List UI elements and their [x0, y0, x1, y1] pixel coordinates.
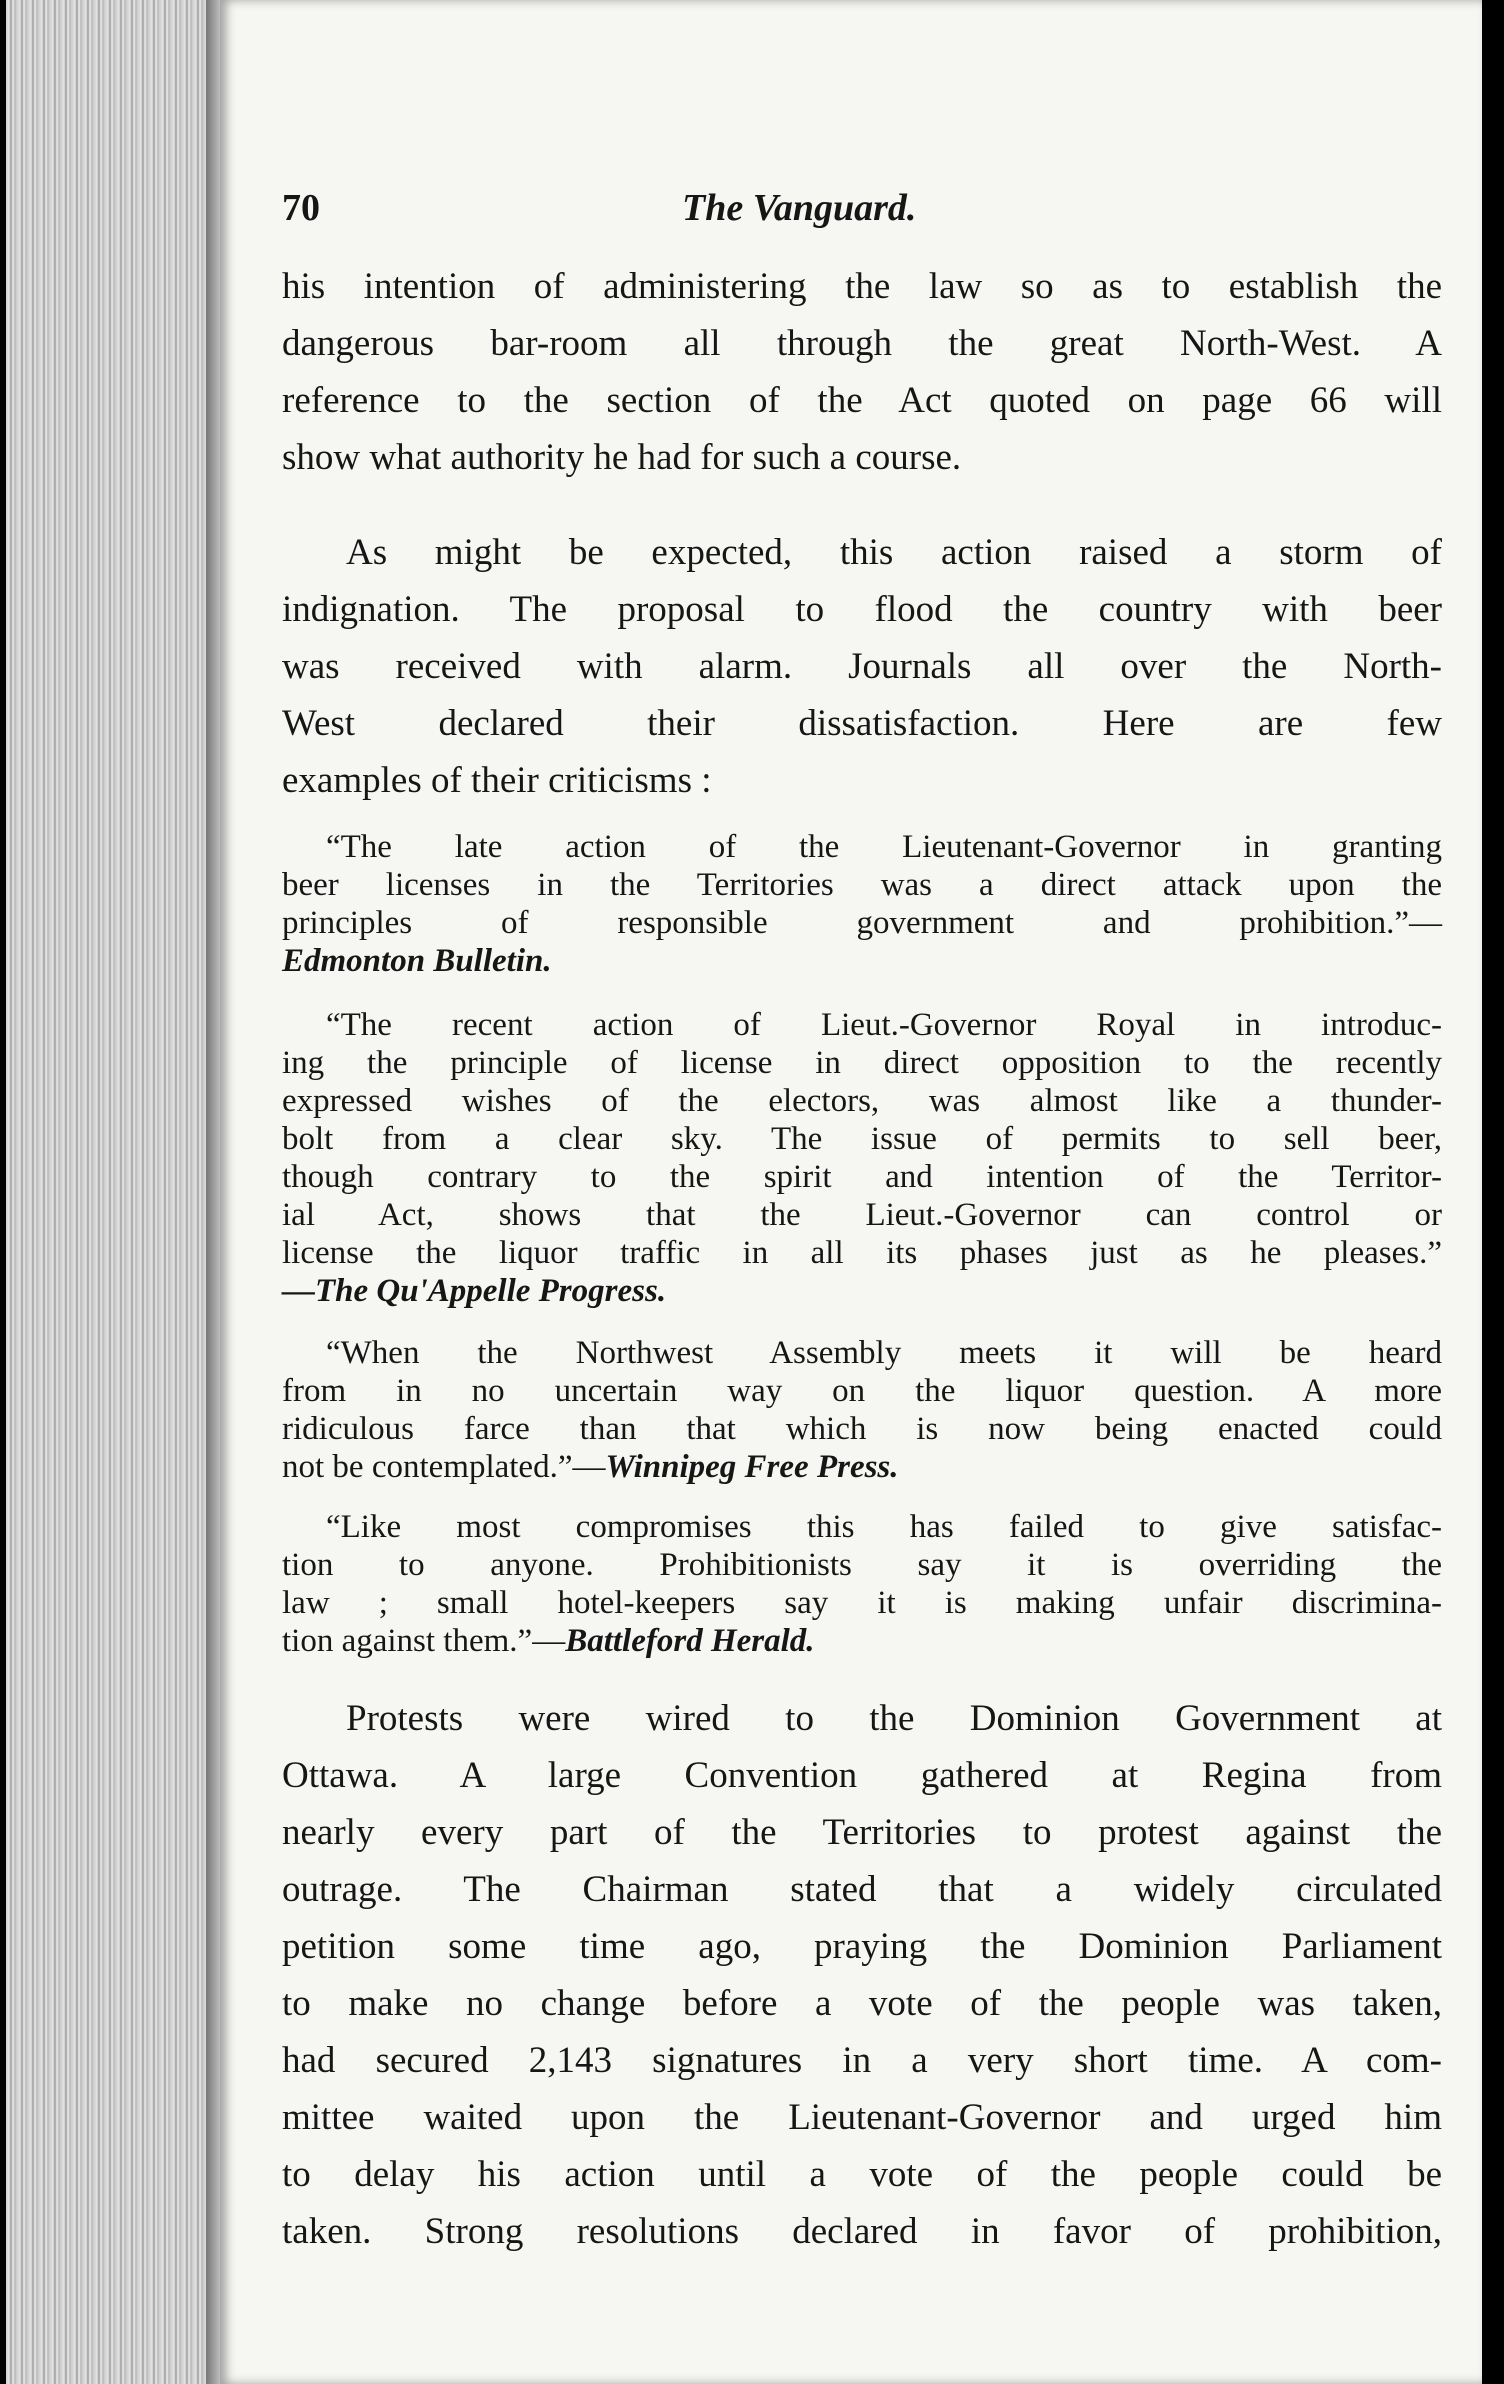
- quote-line: ing the principle of license in direct opposition to the recently: [282, 1045, 1442, 1081]
- text-line: Protests were wired to the Dominion Government at: [346, 1698, 1442, 1739]
- paragraph-2: [282, 524, 1442, 809]
- quote-line: tion against them.”—: [282, 1623, 566, 1659]
- page-number: 70: [282, 187, 320, 229]
- text-line: dangerous bar-room all through the great North-West. A: [282, 323, 1442, 364]
- text-line: reference to the section of the Act quoted on page 66 will: [282, 380, 1442, 421]
- quote-line: bolt from a clear sky. The issue of permits to sell beer,: [282, 1121, 1442, 1157]
- running-title: The Vanguard.: [682, 187, 917, 229]
- quote-source: Battleford Herald.: [565, 1623, 815, 1659]
- text-line: to make no change before a vote of the people was taken,: [282, 1983, 1442, 2024]
- quote-line: “The recent action of Lieut.-Governor Royal in introduc-: [326, 1007, 1442, 1043]
- paragraph-1: [282, 258, 1442, 486]
- text-line: As might be expected, this action raised a storm of: [346, 532, 1442, 573]
- quote-line: principles of responsible government and prohibition.”—: [282, 905, 1442, 941]
- quote-source: Edmonton Bulletin.: [282, 943, 552, 979]
- text-line: to delay his action until a vote of the people could be: [282, 2154, 1442, 2195]
- running-header: [282, 186, 1442, 246]
- quote-line: ial Act, shows that the Lieut.-Governor can control or: [282, 1197, 1442, 1233]
- text-line: had secured 2,143 signatures in a very short time. A com-: [282, 2040, 1442, 2081]
- text-line: petition some time ago, praying the Dominion Parliament: [282, 1926, 1442, 1967]
- quote-line: license the liquor traffic in all its phases just as he pleases.”: [282, 1235, 1442, 1271]
- quote-source: —The Qu'Appelle Progress.: [282, 1273, 667, 1309]
- quote-edmonton-bulletin: [282, 828, 1442, 980]
- quote-line: law ; small hotel-keepers say it is making unfair discrimina-: [282, 1585, 1442, 1621]
- quote-line-with-source: [282, 1622, 1442, 1660]
- quote-line: ridiculous farce than that which is now being enacted could: [282, 1411, 1442, 1447]
- text-line: show what authority he had for such a course.: [282, 437, 962, 478]
- text-line: was received with alarm. Journals all over the North-: [282, 646, 1442, 687]
- text-line: indignation. The proposal to flood the country with beer: [282, 589, 1442, 630]
- quote-winnipeg-free-press: [282, 1334, 1442, 1486]
- quote-source: Winnipeg Free Press.: [605, 1449, 899, 1485]
- quote-line: tion to anyone. Prohibitionists say it is overriding the: [282, 1547, 1442, 1583]
- text-line: examples of their criticisms :: [282, 760, 712, 801]
- paragraph-3: [282, 1690, 1442, 2260]
- quote-line: “The late action of the Lieutenant-Governor in granting: [326, 829, 1442, 865]
- quote-line: “When the Northwest Assembly meets it will be heard: [326, 1335, 1442, 1371]
- text-line: outrage. The Chairman stated that a widely circulated: [282, 1869, 1442, 1910]
- text-line: mittee waited upon the Lieutenant-Governor and urged him: [282, 2097, 1442, 2138]
- quote-quappelle-progress: [282, 1006, 1442, 1310]
- text-line: Ottawa. A large Convention gathered at Regina from: [282, 1755, 1442, 1796]
- text-line: West declared their dissatisfaction. Here are few: [282, 703, 1442, 744]
- text-line: his intention of administering the law so as to establish the: [282, 266, 1442, 307]
- text-line: taken. Strong resolutions declared in favor of prohibition,: [282, 2211, 1442, 2252]
- quote-line: though contrary to the spirit and intention of the Territor-: [282, 1159, 1442, 1195]
- page-edges: [6, 0, 220, 2384]
- quote-line: “Like most compromises this has failed to give satisfac-: [326, 1509, 1442, 1545]
- quote-line: not be contemplated.”—: [282, 1449, 606, 1485]
- quote-line: beer licenses in the Territories was a direct attack upon the: [282, 867, 1442, 903]
- quote-line: expressed wishes of the electors, was almost like a thunder-: [282, 1083, 1442, 1119]
- quote-line-with-source: [282, 1448, 1442, 1486]
- quote-battleford-herald: [282, 1508, 1442, 1660]
- text-line: nearly every part of the Territories to protest against the: [282, 1812, 1442, 1853]
- quote-line: from in no uncertain way on the liquor question. A more: [282, 1373, 1442, 1409]
